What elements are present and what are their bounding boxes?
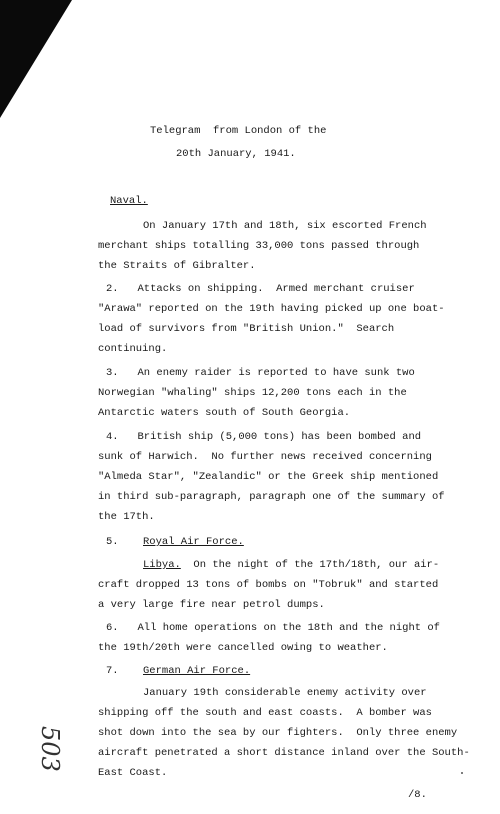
libya-line [143, 558, 439, 572]
telegram-date: 20th January, 1941. [176, 148, 296, 160]
section-number: 7. [106, 665, 119, 677]
paragraph-line: On January 17th and 18th, six escorted French [143, 220, 427, 232]
paragraph-line: sunk of Harwich. No further news received concerning [98, 451, 432, 463]
paragraph-text: On the night of the 17th/18th, our air- [180, 559, 440, 571]
paragraph-line: continuing. [98, 343, 168, 355]
paragraph-line: "Almeda Star", "Zealandic" or the Greek ship mentioned [98, 471, 439, 483]
paragraph-line: 4. British ship (5,000 tons) has been bombed and [106, 431, 422, 443]
paragraph-line: merchant ships totalling 33,000 tons passed through [98, 240, 420, 252]
scan-corner-shadow [0, 0, 72, 118]
paragraph-line: the 19th/20th were cancelled owing to weather. [98, 642, 388, 654]
paragraph-line: East Coast. [98, 767, 168, 779]
paragraph-line: the 17th. [98, 511, 155, 523]
paragraph-line: craft dropped 13 tons of bombs on "Tobruk" and started [98, 579, 439, 591]
paragraph-line: load of survivors from "British Union." Search [98, 323, 395, 335]
handwritten-page-number: 503 [36, 726, 64, 772]
paragraph-line: shot down into the sea by our fighters. Only three enemy [98, 727, 458, 739]
paragraph-line: 3. An enemy raider is reported to have sunk two [106, 367, 415, 379]
paragraph-line: 6. All home operations on the 18th and the night of [106, 622, 440, 634]
section-heading-raf: Royal Air Force. [143, 536, 244, 548]
continuation-marker: /8. [408, 789, 427, 801]
paragraph-line: a very large fire near petrol dumps. [98, 599, 325, 611]
telegram-title: Telegram from London of the [150, 125, 327, 137]
section-heading-naval: Naval. [110, 195, 148, 207]
subheading-libya: Libya. [143, 559, 181, 571]
paragraph-line: January 19th considerable enemy activity over [143, 687, 427, 699]
paragraph-line: "Arawa" reported on the 19th having picked up one boat- [98, 303, 445, 315]
paragraph-line: in third sub-paragraph, paragraph one of the summary of [98, 491, 445, 503]
paragraph-line: Norwegian "whaling" ships 12,200 tons each in the [98, 387, 407, 399]
paragraph-line: 2. Attacks on shipping. Armed merchant cruiser [106, 283, 415, 295]
paragraph-line: the Straits of Gibralter. [98, 260, 256, 272]
scan-speck [461, 772, 463, 774]
section-heading-gaf: German Air Force. [143, 665, 251, 677]
paragraph-line: Antarctic waters south of South Georgia. [98, 407, 351, 419]
paragraph-line: shipping off the south and east coasts. A bomber was [98, 707, 432, 719]
section-number: 5. [106, 536, 119, 548]
paragraph-line: aircraft penetrated a short distance inland over the South- [98, 747, 470, 759]
